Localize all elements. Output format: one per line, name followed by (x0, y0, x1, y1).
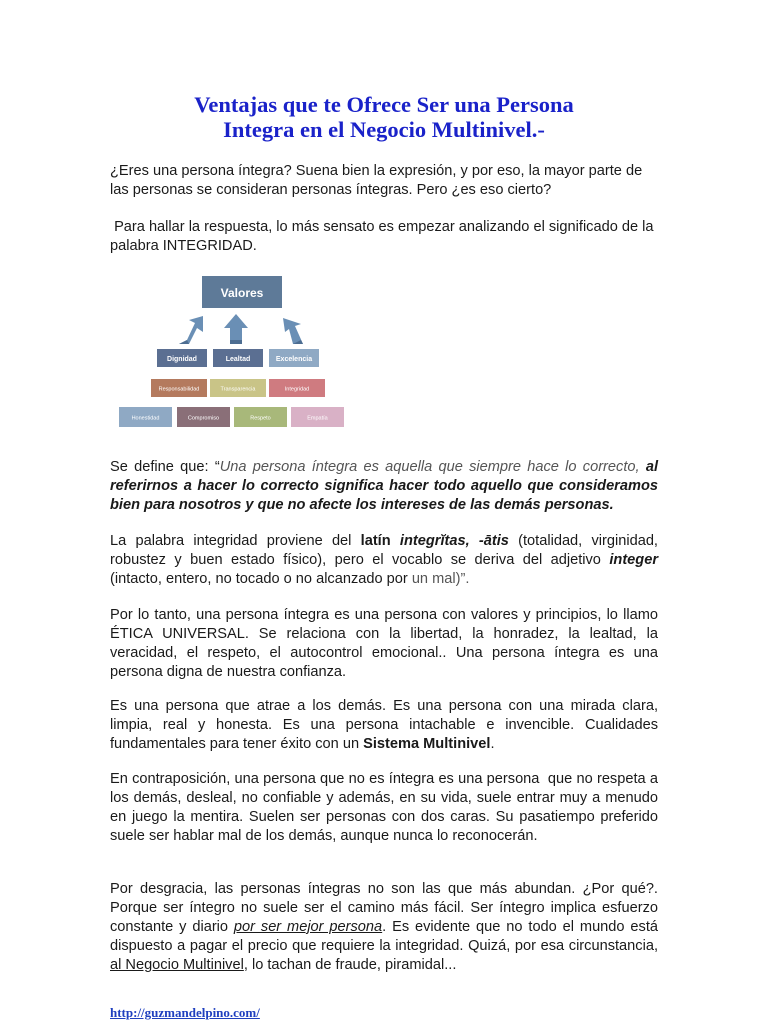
level3-label-respeto: Respeto (250, 415, 271, 422)
level2-label-integridad: Integridad (284, 386, 310, 393)
level1-label-excelencia: Excelencia (275, 356, 313, 363)
p4-text-3: (intacto, entero, no tocado o no alcanzado por (110, 571, 408, 587)
level1-label-lealtad: Lealtad (225, 356, 251, 363)
definition-bold-italic: al referirnos a hacer lo correcto significa hacer todo aquello que consideramos bien para nosotros y que no afecte los intereses de las demás personas. (110, 459, 659, 513)
p8-text-3: , lo tachan de fraude, piramidal... (243, 957, 457, 973)
level3-label-honestidad: Honestidad (131, 415, 160, 422)
paragraph-3 (110, 458, 658, 515)
paragraph-4 (110, 532, 658, 589)
definition-italic: Una persona íntegra es aquella que siempre hace lo correcto, (219, 459, 640, 475)
paragraph-5: Por lo tanto, una persona íntegra es una persona con valores y principios, lo llamo ÉTICA UNIVERSAL. Se relaciona con la libertad, la honradez, la lealtad, la veracidad, el respeto, el autocontrol emocional.. Una persona íntegra es una persona digna de nuestra confianza. (110, 607, 658, 680)
link-al-negocio-multinivel[interactable]: al Negocio Multinivel (110, 957, 244, 973)
p4-integritas: integrĭtas, -ātis (399, 533, 509, 549)
paragraph-2: Para hallar la respuesta, lo más sensato es empezar analizando el significado de la palabra INTEGRIDAD. (110, 219, 658, 254)
level2-label-transparencia: Transparencia (220, 386, 256, 393)
p6-sistema-multinivel: Sistema Multinivel (363, 736, 491, 752)
values-diagram (117, 274, 347, 430)
p8-text-2: . Es evidente que no todo el mundo está dispuesto a pagar el precio que requiere la integridad. Quizá, por esa circunstancia, (110, 919, 658, 954)
p6-text-1: Es una persona que atrae a los demás. Es una persona con una mirada clara, limpia, real y honesta. Es una persona intachable e invencible. Cualidades fundamentales para tener éxito con un (110, 698, 658, 752)
level1-label-dignidad: Dignidad (167, 356, 197, 363)
paragraph-6 (110, 697, 658, 754)
diagram-root-label: Valores (220, 286, 264, 300)
level2-label-responsabilidad: Responsabilidad (158, 386, 200, 393)
p4-text-1: La palabra integridad proviene del (110, 533, 361, 549)
p4-integer: integer (609, 552, 658, 568)
document-title (0, 92, 768, 142)
arrow-up-right-icon (283, 318, 303, 344)
footer-website-link[interactable]: http://guzmandelpino.com/ (110, 1005, 260, 1020)
definition-prefix: Se define que: (110, 459, 215, 475)
level3-label-compromiso: Compromiso (187, 415, 220, 422)
p4-space (391, 533, 400, 549)
paragraph-8 (110, 880, 658, 975)
p4-text-2: (totalidad, virginidad, robustez y buen estado físico), pero el vocablo se deriva del adjetivo (110, 533, 658, 568)
p4-text-gray: un mal)”. (407, 571, 470, 587)
title-line-1: Ventajas que te Ofrece Ser una Persona (194, 92, 574, 117)
paragraph-1: ¿Eres una persona íntegra? Suena bien la expresión, y por eso, la mayor parte de las personas se consideran personas íntegras. Pero ¿es eso cierto? (110, 163, 643, 198)
definition-quote-mark: “ (214, 459, 220, 475)
link-por-ser-mejor-persona[interactable]: por ser mejor persona (233, 919, 383, 935)
arrow-up-icon (224, 314, 248, 344)
p6-text-2: . (490, 736, 495, 752)
p4-latin: latín (360, 533, 391, 549)
arrow-up-left-icon (179, 316, 203, 344)
title-line-2: Integra en el Negocio Multinivel.- (223, 117, 545, 142)
level3-label-empatia: Empatía (307, 415, 328, 422)
p8-text-1: Por desgracia, las personas íntegras no son las que más abundan. ¿Por qué?. Porque ser íntegro no suele ser el camino más fácil. Ser íntegro implica esfuerzo constante y diario (110, 881, 658, 935)
paragraph-7: En contraposición, una persona que no es íntegra es una persona que no respeta a los demás, desleal, no confiable y además, en su vida, suele entrar muy a menudo en juego la mentira. Suelen ser personas con dos caras. Su pasatiempo preferido suele ser hablar mal de los demás, aunque nunca lo reconocerán. (110, 771, 663, 844)
